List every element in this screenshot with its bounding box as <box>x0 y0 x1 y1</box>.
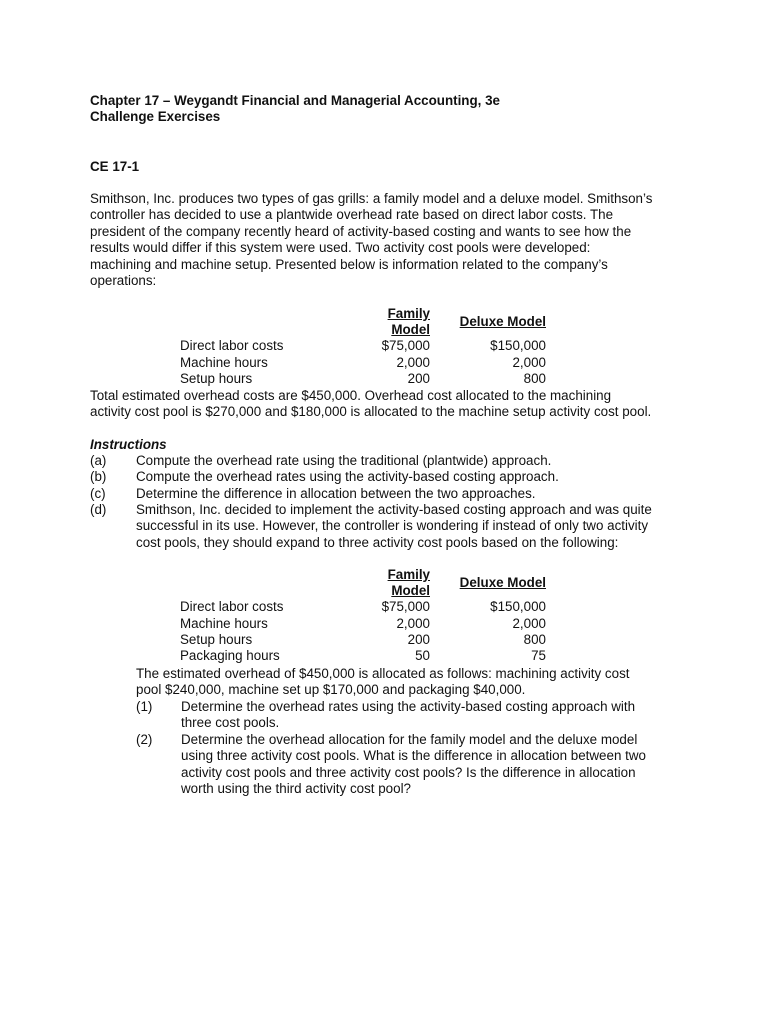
family-value: 200 <box>407 631 430 647</box>
row-label: Direct labor costs <box>180 338 284 354</box>
family-value: $75,000 <box>381 338 430 354</box>
table-row <box>180 355 546 371</box>
item-text: Determine the difference in allocation between the two approaches. <box>136 486 536 501</box>
deluxe-value: 75 <box>531 648 546 664</box>
overhead-line: activity cost pool is $270,000 and $180,000 is allocated to the machine setup activity cost pool. <box>90 404 652 420</box>
item-line: cost pools, they should expand to three activity cost pools based on the following: <box>136 534 619 550</box>
family-value: 2,000 <box>396 615 430 631</box>
row-label: Setup hours <box>180 631 253 647</box>
item-marker: (c) <box>90 486 106 501</box>
item-line: worth using the third activity cost pool? <box>181 781 411 797</box>
item-text <box>136 502 676 551</box>
row-label: Setup hours <box>180 370 253 386</box>
table-header-row <box>180 306 546 338</box>
item-line: successful in its use. However, the controller is wondering if instead of only two activity <box>136 518 649 534</box>
allocation-line: The estimated overhead of $450,000 is allocated as follows: machining activity cost <box>136 666 630 681</box>
item-text <box>181 699 671 732</box>
item-text: Compute the overhead rate using the traditional (plantwide) approach. <box>136 453 552 468</box>
exercise-id: CE 17-1 <box>90 159 140 174</box>
item-line: Smithson, Inc. decided to implement the activity-based costing approach and was quite <box>136 502 652 517</box>
family-value: 50 <box>415 648 430 664</box>
intro-line: president of the company recently heard of activity-based costing and wants to see how the <box>90 223 632 239</box>
column-header-family: Family Model <box>387 567 430 599</box>
table-row <box>180 599 546 615</box>
allocation-paragraph <box>136 666 696 699</box>
row-label: Direct labor costs <box>180 599 284 615</box>
table-row <box>180 371 546 387</box>
family-value: 200 <box>407 370 430 386</box>
deluxe-value: $150,000 <box>490 338 546 354</box>
intro-line: operations: <box>90 273 157 289</box>
row-label: Packaging hours <box>180 648 280 664</box>
overhead-line: Total estimated overhead costs are $450,000. Overhead cost allocated to the machining <box>90 388 612 403</box>
item-line: using three activity cost pools. What is the difference in allocation between two <box>181 748 646 764</box>
deluxe-value: 800 <box>523 631 546 647</box>
item-line: three cost pools. <box>181 715 280 731</box>
item-marker: (1) <box>136 699 153 714</box>
data-table-two-pools <box>180 306 546 387</box>
intro-line: Smithson, Inc. produces two types of gas grills: a family model and a deluxe model. Smithson’s <box>90 191 653 206</box>
column-header-family: Family Model <box>387 306 430 338</box>
row-label: Machine hours <box>180 354 268 370</box>
section-title: Challenge Exercises <box>90 109 221 124</box>
item-marker: (a) <box>90 453 107 468</box>
column-header-deluxe: Deluxe Model <box>459 575 546 591</box>
instructions-heading: Instructions <box>90 437 167 452</box>
family-value: 2,000 <box>396 354 430 370</box>
deluxe-value: 2,000 <box>512 615 546 631</box>
row-label: Machine hours <box>180 615 268 631</box>
item-text <box>181 732 671 798</box>
deluxe-value: $150,000 <box>490 599 546 615</box>
item-text: Compute the overhead rates using the activity-based costing approach. <box>136 469 559 484</box>
table-row <box>180 616 546 632</box>
table-header-spacer <box>180 567 360 599</box>
item-marker: (b) <box>90 469 107 484</box>
chapter-title: Chapter 17 – Weygandt Financial and Managerial Accounting, 3e <box>90 93 500 108</box>
family-value: $75,000 <box>381 599 430 615</box>
table-header-row <box>180 567 546 599</box>
overhead-paragraph <box>90 388 690 421</box>
table-header-spacer <box>180 306 360 338</box>
table-row <box>180 632 546 648</box>
table-row <box>180 338 546 354</box>
intro-line: results would differ if this system were used. Two activity cost pools were developed: <box>90 240 591 256</box>
allocation-line: pool $240,000, machine set up $170,000 and packaging $40,000. <box>136 682 526 698</box>
intro-line: machining and machine setup. Presented below is information related to the company’s <box>90 256 608 272</box>
item-marker: (d) <box>90 502 107 517</box>
data-table-three-pools <box>180 567 546 664</box>
table-row <box>180 648 546 664</box>
intro-line: controller has decided to use a plantwide overhead rate based on direct labor costs. The <box>90 207 614 223</box>
item-line: Determine the overhead allocation for the family model and the deluxe model <box>181 732 638 747</box>
column-header-deluxe: Deluxe Model <box>459 314 546 330</box>
deluxe-value: 800 <box>523 370 546 386</box>
item-line: Determine the overhead rates using the activity-based costing approach with <box>181 699 636 714</box>
item-line: activity cost pools and three activity cost pools? Is the difference in allocation <box>181 764 636 780</box>
intro-paragraph <box>90 191 690 289</box>
item-marker: (2) <box>136 732 153 747</box>
deluxe-value: 2,000 <box>512 354 546 370</box>
